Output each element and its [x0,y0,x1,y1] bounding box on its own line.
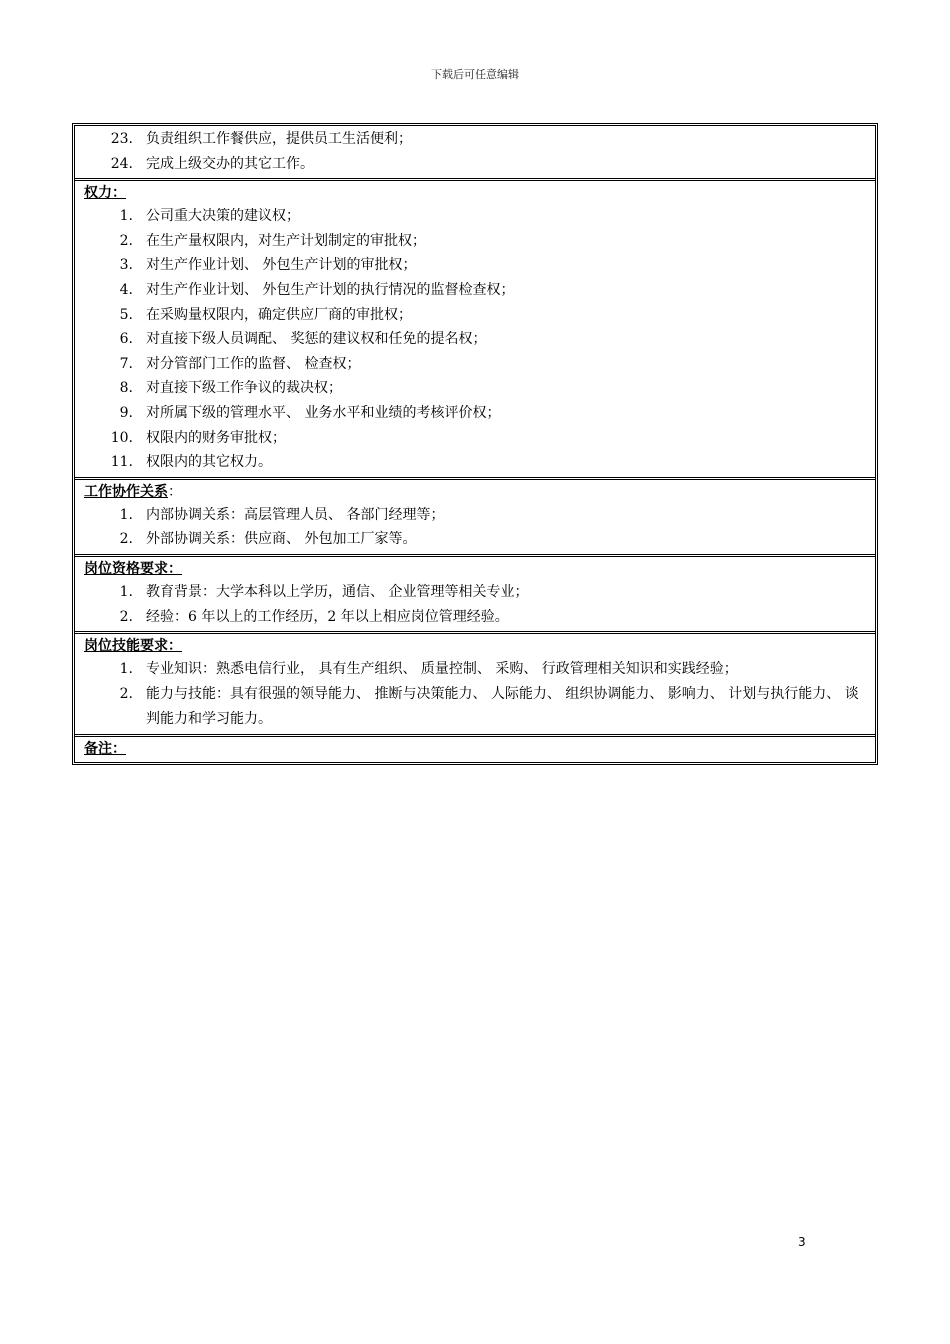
list-item: 3. 对生产作业计划、 外包生产计划的审批权； [119,257,417,274]
list-item: 7. 对分管部门工作的监督、 检查权； [119,355,361,372]
section-title: 岗位资格要求： [84,560,182,577]
skills-section [75,631,875,734]
list-item: 1. 教育背景：大学本科以上学历，通信、 企业管理等相关专业； [119,583,529,600]
list-item: 1. 内部协调关系：高层管理人员、 各部门经理等； [119,506,445,523]
item-text: 完成上级交办的其它工作。 [146,155,314,172]
remarks-section [75,734,875,762]
job-description-table [72,123,878,765]
list-item: 2. 在生产量权限内，对生产计划制定的审批权； [119,232,426,249]
list-item: 10. 权限内的财务审批权； [110,429,286,446]
section-title: 工作协作关系： [84,483,182,500]
list-item: 8. 对直接下级工作争议的裁决权； [119,380,342,397]
item-text: 负责组织工作餐供应，提供员工生活便利； [146,131,412,147]
relations-section [75,477,875,554]
list-item: 2. 能力与技能：具有很强的领导能力、 推断与决策能力、 人际能力、 组织协调能力、 影响力、 计划与执行能力、 谈判能力和学习能力。 [119,685,859,727]
list-item [75,152,875,177]
list-item: 11. 权限内的其它权力。 [110,454,272,471]
header-note: 下载后可任意编辑 [431,68,519,81]
responsibilities-continued-section [75,126,875,178]
list-item: 1. 公司重大决策的建议权； [119,208,300,225]
list-item: 1. 专业知识：熟悉电信行业， 具有生产组织、 质量控制、 采购、 行政管理相关知识和实践经验； [119,661,738,678]
section-title: 备注： [84,740,126,757]
list-item: 4. 对生产作业计划、 外包生产计划的执行情况的监督检查权； [119,281,515,298]
list-item: 9. 对所属下级的管理水平、 业务水平和业绩的考核评价权； [119,404,501,421]
list-item [75,127,875,152]
section-title: 岗位技能要求： [84,638,182,655]
list-item: 5. 在采购量权限内，确定供应厂商的审批权； [119,306,412,323]
list-item: 2. 经验：6 年以上的工作经历，2 年以上相应岗位管理经验。 [119,608,509,625]
list-item: 2. 外部协调关系：供应商、 外包加工厂家等。 [119,531,417,548]
page-number: 3 [798,1235,806,1249]
item-number: 23. [110,131,133,147]
item-number: 24. [110,155,133,172]
authority-section [75,178,875,477]
section-title: 权力： [84,185,126,202]
list-item: 6. 对直接下级人员调配、 奖惩的建议权和任免的提名权； [119,331,487,348]
qualifications-section [75,554,875,631]
